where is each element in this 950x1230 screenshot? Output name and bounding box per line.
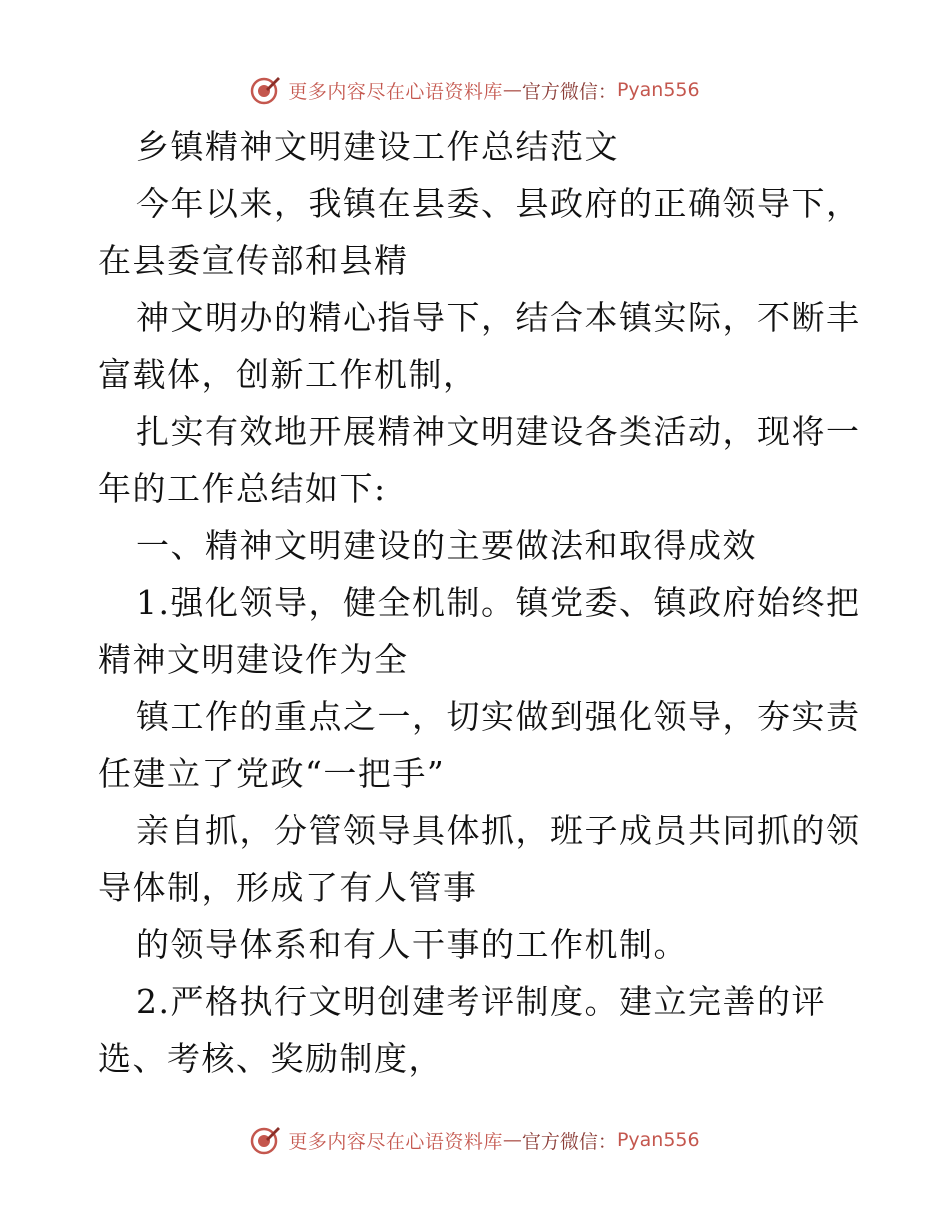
- document-body: [98, 118, 861, 1087]
- watermark-text: 更多内容尽在心语资料库: [288, 1130, 503, 1153]
- paragraph-line: 1.强化领导，健全机制。镇党委、镇政府始终把: [136, 583, 861, 622]
- watermark-label: 官方微信：: [521, 1130, 617, 1153]
- pen-logo-icon: [250, 74, 282, 106]
- document-title: 乡镇精神文明建设工作总结范文: [136, 127, 619, 166]
- pen-logo-icon: [250, 1124, 282, 1156]
- paragraph-line: 精神文明建设作为全: [98, 640, 409, 679]
- paragraph-line: 任建立了党政“一把手”: [98, 754, 446, 793]
- paragraph-line: 镇工作的重点之一，切实做到强化领导，夯实责: [136, 697, 861, 736]
- paragraph-line: 今年以来，我镇在县委、县政府的正确领导下，: [136, 184, 861, 223]
- paragraph-line: 富载体，创新工作机制，: [98, 355, 478, 394]
- paragraph-line: 的领导体系和有人干事的工作机制。: [136, 925, 688, 964]
- paragraph-line: 亲自抓，分管领导具体抓，班子成员共同抓的领: [136, 811, 861, 850]
- watermark-dash: —: [502, 1129, 522, 1151]
- footer-watermark: [0, 1120, 950, 1160]
- paragraph-line: 导体制，形成了有人管事: [98, 868, 478, 907]
- paragraph-line: 神文明办的精心指导下，结合本镇实际，不断丰: [136, 298, 861, 337]
- paragraph-line: 年的工作总结如下:: [98, 469, 387, 508]
- watermark-dash: —: [502, 79, 522, 101]
- watermark-text: 更多内容尽在心语资料库: [288, 80, 503, 103]
- watermark-id: Pyan556: [616, 79, 700, 101]
- paragraph-line: 选、考核、奖励制度，: [98, 1039, 443, 1078]
- paragraph-line: 在县委宣传部和县精: [98, 241, 409, 280]
- header-watermark: [0, 70, 950, 110]
- watermark-id: Pyan556: [616, 1129, 700, 1151]
- watermark-label: 官方微信：: [521, 80, 617, 103]
- section-heading: 一、精神文明建设的主要做法和取得成效: [136, 526, 757, 565]
- paragraph-line: 2.严格执行文明创建考评制度。建立完善的评: [136, 982, 826, 1021]
- paragraph-line: 扎实有效地开展精神文明建设各类活动，现将一: [136, 412, 861, 451]
